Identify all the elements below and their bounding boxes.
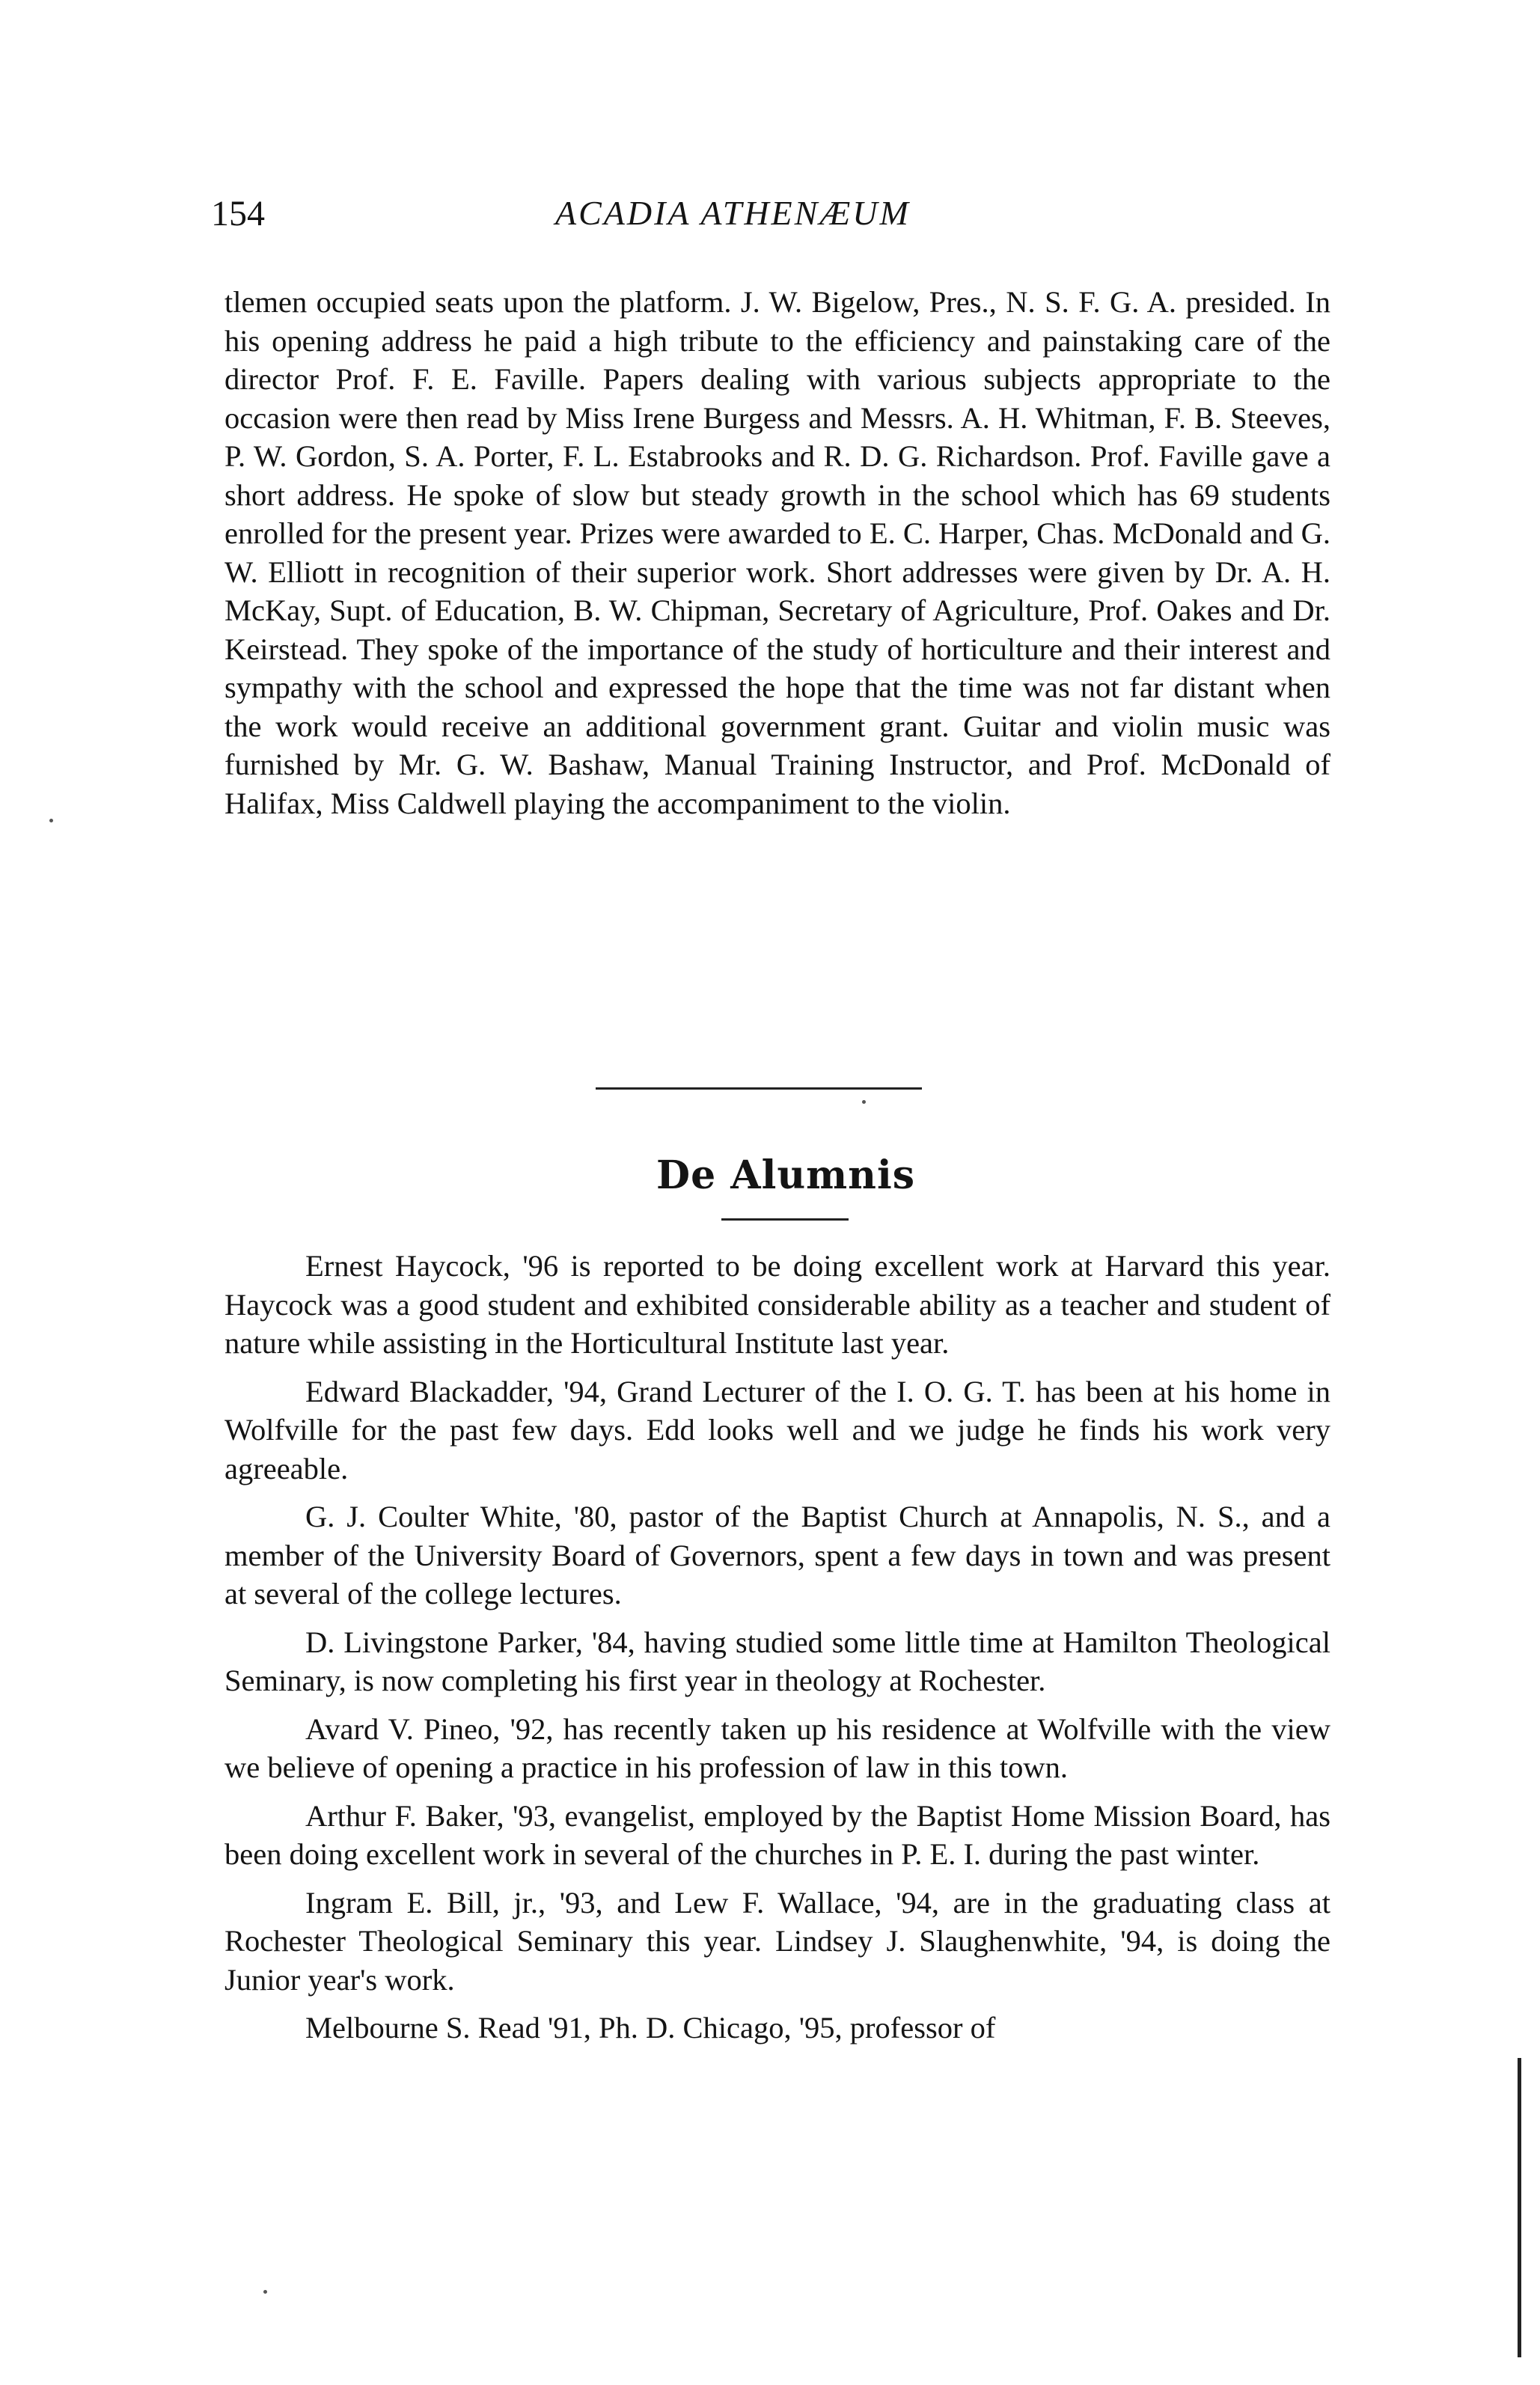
- alumni-note: Edward Blackadder, '94, Grand Lecturer of the I. O. G. T. has been at his home in Wolfville for the past few days. Edd looks well and we judge he finds his work very agreeable.: [224, 1374, 1330, 1485]
- section-heading: De Alumnis: [656, 1152, 916, 1198]
- alumni-note: Melbourne S. Read '91, Ph. D. Chicago, '95, professor of: [305, 2011, 996, 2044]
- article-continuation: [224, 283, 1330, 822]
- alumni-note: Arthur F. Baker, '93, evangelist, employed by the Baptist Home Mission Board, has been doing excellent work in several of the churches in P. E. I. during the past winter.: [224, 1798, 1330, 1871]
- alumni-note: Ernest Haycock, '96 is reported to be doing excellent work at Harvard this year. Haycock was a good student and exhibited considerable ability as a teacher and student of nature while assisting in the Horticultural Institute last year.: [224, 1249, 1330, 1360]
- alumni-note: Avard V. Pineo, '92, has recently taken up his residence at Wolfville with the view we believe of opening a practice in his profession of law in this town.: [224, 1711, 1330, 1784]
- scan-speck: [862, 1100, 866, 1104]
- alumni-note: Ingram E. Bill, jr., '93, and Lew F. Wallace, '94, are in the graduating class at Rochester Theological Seminary this year. Lindsey J. Slaughenwhite, '94, is doing the Junior year's work.: [224, 1885, 1330, 1997]
- scan-speck: [263, 2290, 267, 2294]
- alumni-note: G. J. Coulter White, '80, pastor of the Baptist Church at Annapolis, N. S., and a member of the University Board of Governors, spent a few days in town and was present at several of the college lectures.: [224, 1500, 1330, 1610]
- article-paragraph: tlemen occupied seats upon the platform. J. W. Bigelow, Pres., N. S. F. G. A. presided. In his opening address he paid a high tribute to the efficiency and painstaking care of the director Prof. F. E. Faville. Papers dealing with various subjects appropriate to the occasion were then read by Miss Irene Burgess and Messrs. A. H. Whitman, F. B. Steeves, P. W. Gordon, S. A. Porter, F. L. Estabrooks and R. D. G. Richardson. Prof. Faville gave a short address. He spoke of slow but steady growth in the school which has 69 students enrolled for the present year. Prizes were awarded to E. C. Harper, Chas. McDonald and G. W. Elliott in recognition of their superior work. Short addresses were given by Dr. A. H. McKay, Supt. of Education, B. W. Chipman, Secretary of Agriculture, Prof. Oakes and Dr. Keirstead. They spoke of the importance of the study of horticulture and their interest and sympathy with the school and expressed the hope that the time was not far distant when the work would receive an additional government grant. Guitar and violin music was furnished by Mr. G. W. Bashaw, Manual Training Instructor, and Prof. McDonald of Halifax, Miss Caldwell playing the accompaniment to the violin.: [224, 285, 1330, 820]
- scan-speck: [49, 819, 53, 822]
- alumni-notes: [224, 1247, 1330, 2057]
- page-number: 154: [211, 194, 265, 233]
- alumni-note: D. Livingstone Parker, '84, having studied some little time at Hamilton Theological Seminary, is now completing his first year in theology at Rochester.: [224, 1625, 1330, 1697]
- running-head: [211, 193, 1333, 245]
- heading-underline: [721, 1218, 849, 1221]
- scan-edge-mark: [1518, 2058, 1521, 2357]
- journal-title: ACADIA ATHENÆUM: [555, 194, 911, 232]
- section-divider: [596, 1087, 922, 1090]
